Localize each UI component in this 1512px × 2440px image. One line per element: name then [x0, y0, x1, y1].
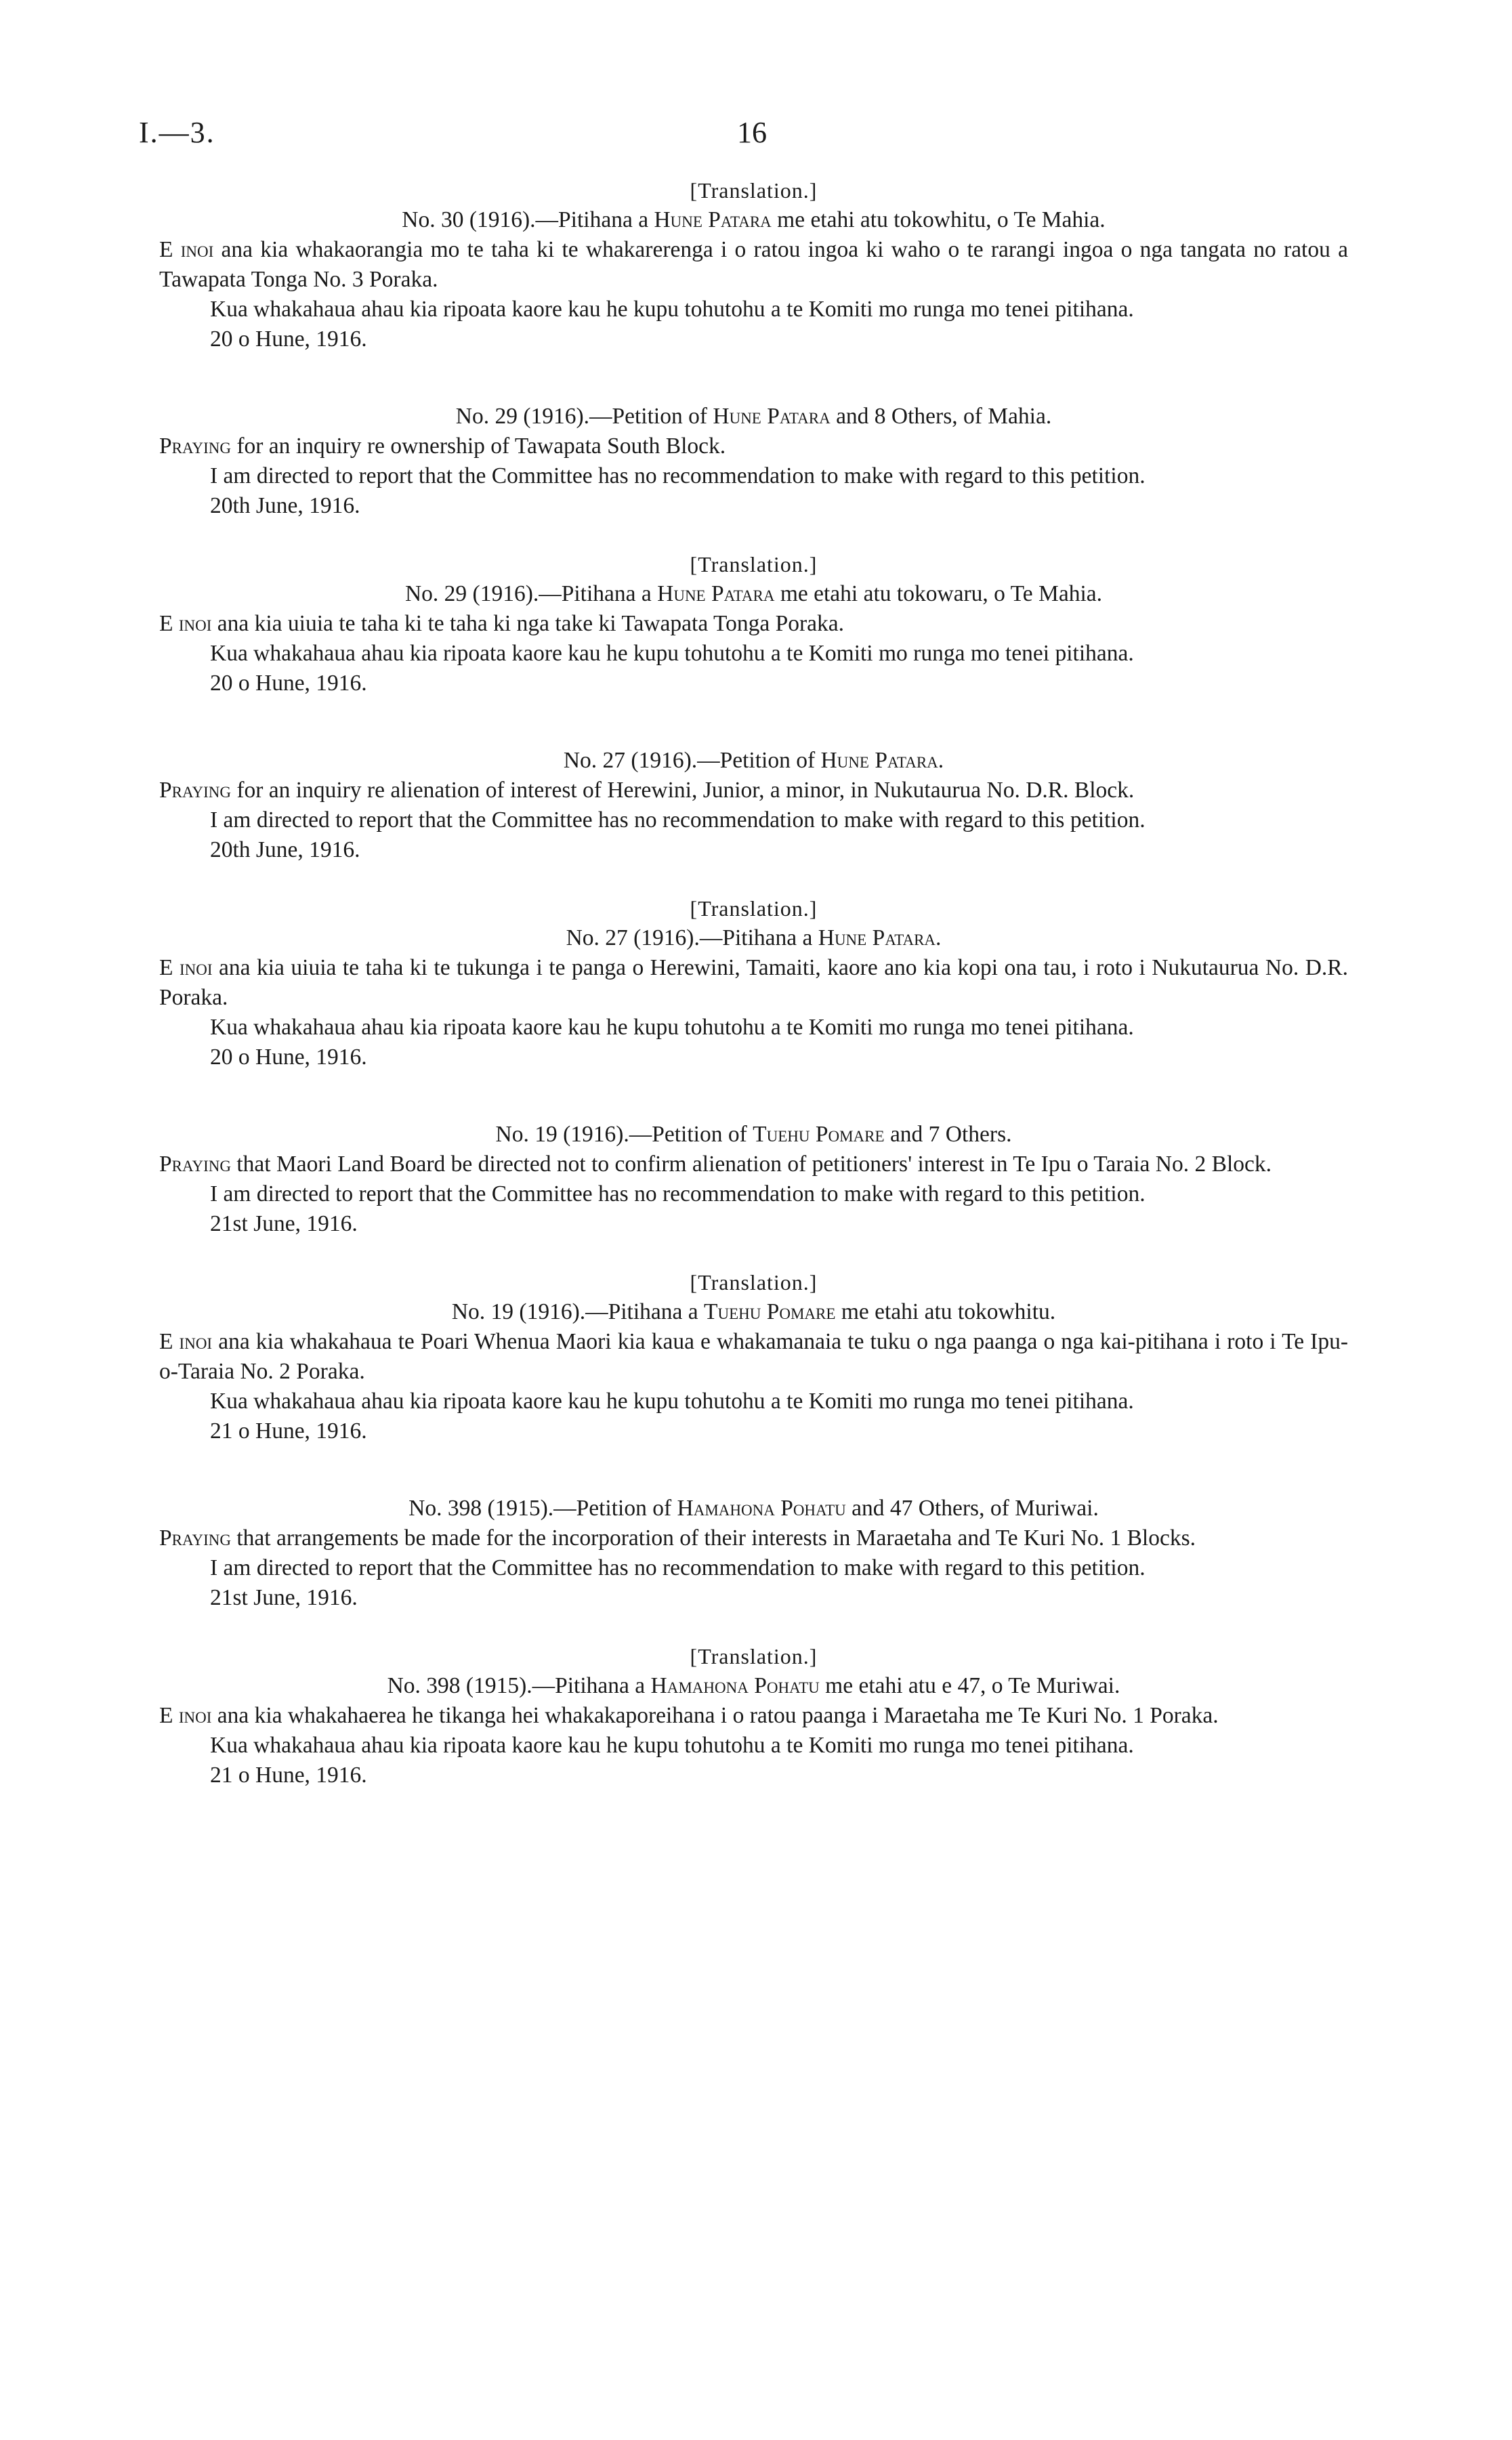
petition-prayer	[159, 1327, 1348, 1387]
title-prefix: No. 19 (1916).—Petition of	[495, 1122, 753, 1147]
petition-title	[159, 205, 1348, 235]
committee-report: Kua whakahaua ahau kia ripoata kaore kau he kupu tohutohu a te Komiti mo runga mo tenei pitihana.	[210, 641, 1134, 666]
report-date: 21 o Hune, 1916.	[210, 1418, 367, 1444]
title-suffix: me etahi atu e 47, o Te Muriwai.	[819, 1673, 1120, 1698]
petition-title	[159, 923, 1348, 953]
prayer-lead: E inoi	[159, 611, 212, 636]
prayer-text: ana kia whakaorangia mo te taha ki te whakarerenga i o ratou ingoa ki waho o te rarangi ingoa o nga tangata no ratou a Tawapata Tonga No. 3 Poraka.	[159, 237, 1348, 292]
report-date: 20th June, 1916.	[210, 493, 360, 518]
petition-title	[159, 579, 1348, 609]
petition-entry	[159, 402, 1348, 521]
title-prefix: No. 27 (1916).—Petition of	[563, 748, 821, 773]
report-date: 21st June, 1916.	[210, 1211, 358, 1236]
prayer-text: that arrangements be made for the incorporation of their interests in Maraetaha and Te Kuri No. 1 Blocks.	[230, 1526, 1196, 1551]
petition-entry	[159, 549, 1348, 698]
petition-entry	[159, 175, 1348, 354]
petition-prayer	[159, 953, 1348, 1013]
title-suffix: .	[936, 925, 942, 950]
committee-report: I am directed to report that the Committee has no recommendation to make with regard to this petition.	[210, 463, 1146, 488]
petition-title	[159, 1671, 1348, 1701]
committee-report: I am directed to report that the Committee has no recommendation to make with regard to this petition.	[210, 1555, 1146, 1580]
committee-report: Kua whakahaua ahau kia ripoata kaore kau he kupu tohutohu a te Komiti mo runga mo tenei pitihana.	[210, 297, 1134, 322]
prayer-text: that Maori Land Board be directed not to confirm alienation of petitioners' interest in Te Ipu o Taraia No. 2 Block.	[230, 1152, 1272, 1177]
title-prefix: No. 27 (1916).—Pitihana a	[566, 925, 818, 950]
prayer-lead: Praying	[159, 1526, 231, 1551]
prayer-lead: Praying	[159, 1152, 231, 1177]
page-number: 16	[737, 116, 767, 149]
petition-title	[159, 402, 1348, 432]
prayer-lead: Praying	[159, 434, 231, 459]
petitioner-name: Tuehu Pomare	[753, 1122, 885, 1147]
petition-title	[159, 1120, 1348, 1150]
title-suffix: and 47 Others, of Muriwai.	[845, 1496, 1099, 1521]
petition-title	[159, 746, 1348, 776]
committee-report: Kua whakahaua ahau kia ripoata kaore kau he kupu tohutohu a te Komiti mo runga mo tenei pitihana.	[210, 1015, 1134, 1040]
petition-title	[159, 1297, 1348, 1327]
prayer-lead: Praying	[159, 778, 231, 803]
translation-label: [Translation.]	[690, 552, 818, 576]
page-reference: I.—3.	[139, 116, 215, 149]
petitioner-name: Hune Patara	[654, 207, 772, 232]
prayer-lead: E inoi	[159, 237, 214, 262]
title-prefix: No. 30 (1916).—Pitihana a	[402, 207, 654, 232]
prayer-text: for an inquiry re ownership of Tawapata South Block.	[230, 434, 726, 459]
report-date: 20 o Hune, 1916.	[210, 327, 367, 352]
prayer-lead: E inoi	[159, 1329, 213, 1354]
petitioner-name: Hamahona Pohatu	[677, 1496, 846, 1521]
prayer-text: for an inquiry re alienation of interest of Herewini, Junior, a minor, in Nukutaurua No. D.R. Block.	[230, 778, 1135, 803]
title-suffix: me etahi atu tokowhitu, o Te Mahia.	[771, 207, 1106, 232]
petitioner-name: Hamahona Pohatu	[650, 1673, 820, 1698]
title-suffix: and 8 Others, of Mahia.	[830, 404, 1052, 429]
committee-report: Kua whakahaua ahau kia ripoata kaore kau he kupu tohutohu a te Komiti mo runga mo tenei pitihana.	[210, 1733, 1134, 1758]
report-date: 21st June, 1916.	[210, 1585, 358, 1610]
petition-entry	[159, 1120, 1348, 1239]
translation-label: [Translation.]	[690, 1270, 818, 1295]
prayer-text: ana kia whakahaerea he tikanga hei whakakaporeihana i o ratou paanga i Maraetaha me Te Kuri No. 1 Poraka.	[211, 1703, 1219, 1728]
report-date: 20th June, 1916.	[210, 837, 360, 862]
prayer-text: ana kia uiuia te taha ki te taha ki nga take ki Tawapata Tonga Poraka.	[211, 611, 844, 636]
petition-entry	[159, 1641, 1348, 1790]
petition-prayer	[159, 235, 1348, 295]
petition-title	[159, 1494, 1348, 1523]
translation-label: [Translation.]	[690, 1644, 818, 1668]
petitioner-name: Hune Patara	[657, 581, 775, 606]
title-prefix: No. 29 (1916).—Petition of	[455, 404, 713, 429]
translation-label: [Translation.]	[690, 896, 818, 921]
translation-label: [Translation.]	[690, 178, 818, 203]
petition-prayer	[159, 776, 1348, 805]
petitioner-name: Hune Patara	[713, 404, 831, 429]
prayer-text: ana kia whakahaua te Poari Whenua Maori kia kaua e whakamanaia te tuku o nga paanga o nga kai-pitihana i roto i Te Ipu-o-Taraia No. 2 Poraka.	[159, 1329, 1348, 1384]
petition-entry	[159, 1494, 1348, 1613]
petition-prayer	[159, 432, 1348, 461]
committee-report: I am directed to report that the Committee has no recommendation to make with regard to this petition.	[210, 1181, 1146, 1206]
petitions-column	[159, 173, 1348, 1790]
petitioner-name: Hune Patara	[818, 925, 936, 950]
report-date: 20 o Hune, 1916.	[210, 671, 367, 696]
report-date: 21 o Hune, 1916.	[210, 1763, 367, 1788]
title-prefix: No. 398 (1915).—Petition of	[408, 1496, 677, 1521]
petitioner-name: Tuehu Pomare	[704, 1299, 836, 1324]
petition-entry	[159, 746, 1348, 865]
title-suffix: me etahi atu tokowaru, o Te Mahia.	[774, 581, 1103, 606]
petition-prayer	[159, 1701, 1348, 1731]
petitioner-name: Hune Patara	[820, 748, 938, 773]
petition-prayer	[159, 609, 1348, 639]
petition-prayer	[159, 1523, 1348, 1553]
prayer-text: ana kia uiuia te taha ki te tukunga i te panga o Herewini, Tamaiti, kaore ano kia kopi ona tau, i roto i Nukutaurua No. D.R. Poraka.	[159, 955, 1348, 1010]
title-prefix: No. 19 (1916).—Pitihana a	[451, 1299, 705, 1324]
title-prefix: No. 398 (1915).—Pitihana a	[387, 1673, 651, 1698]
title-suffix: and 7 Others.	[884, 1122, 1012, 1147]
committee-report: I am directed to report that the Committee has no recommendation to make with regard to this petition.	[210, 807, 1146, 833]
committee-report: Kua whakahaua ahau kia ripoata kaore kau he kupu tohutohu a te Komiti mo runga mo tenei pitihana.	[210, 1389, 1134, 1414]
prayer-lead: E inoi	[159, 1703, 212, 1728]
petition-prayer	[159, 1150, 1348, 1179]
title-prefix: No. 29 (1916).—Pitihana a	[404, 581, 658, 606]
petition-entry	[159, 893, 1348, 1072]
report-date: 20 o Hune, 1916.	[210, 1045, 367, 1070]
title-suffix: me etahi atu tokowhitu.	[835, 1299, 1056, 1324]
prayer-lead: E inoi	[159, 955, 213, 980]
petition-entry	[159, 1267, 1348, 1446]
title-suffix: .	[938, 748, 944, 773]
